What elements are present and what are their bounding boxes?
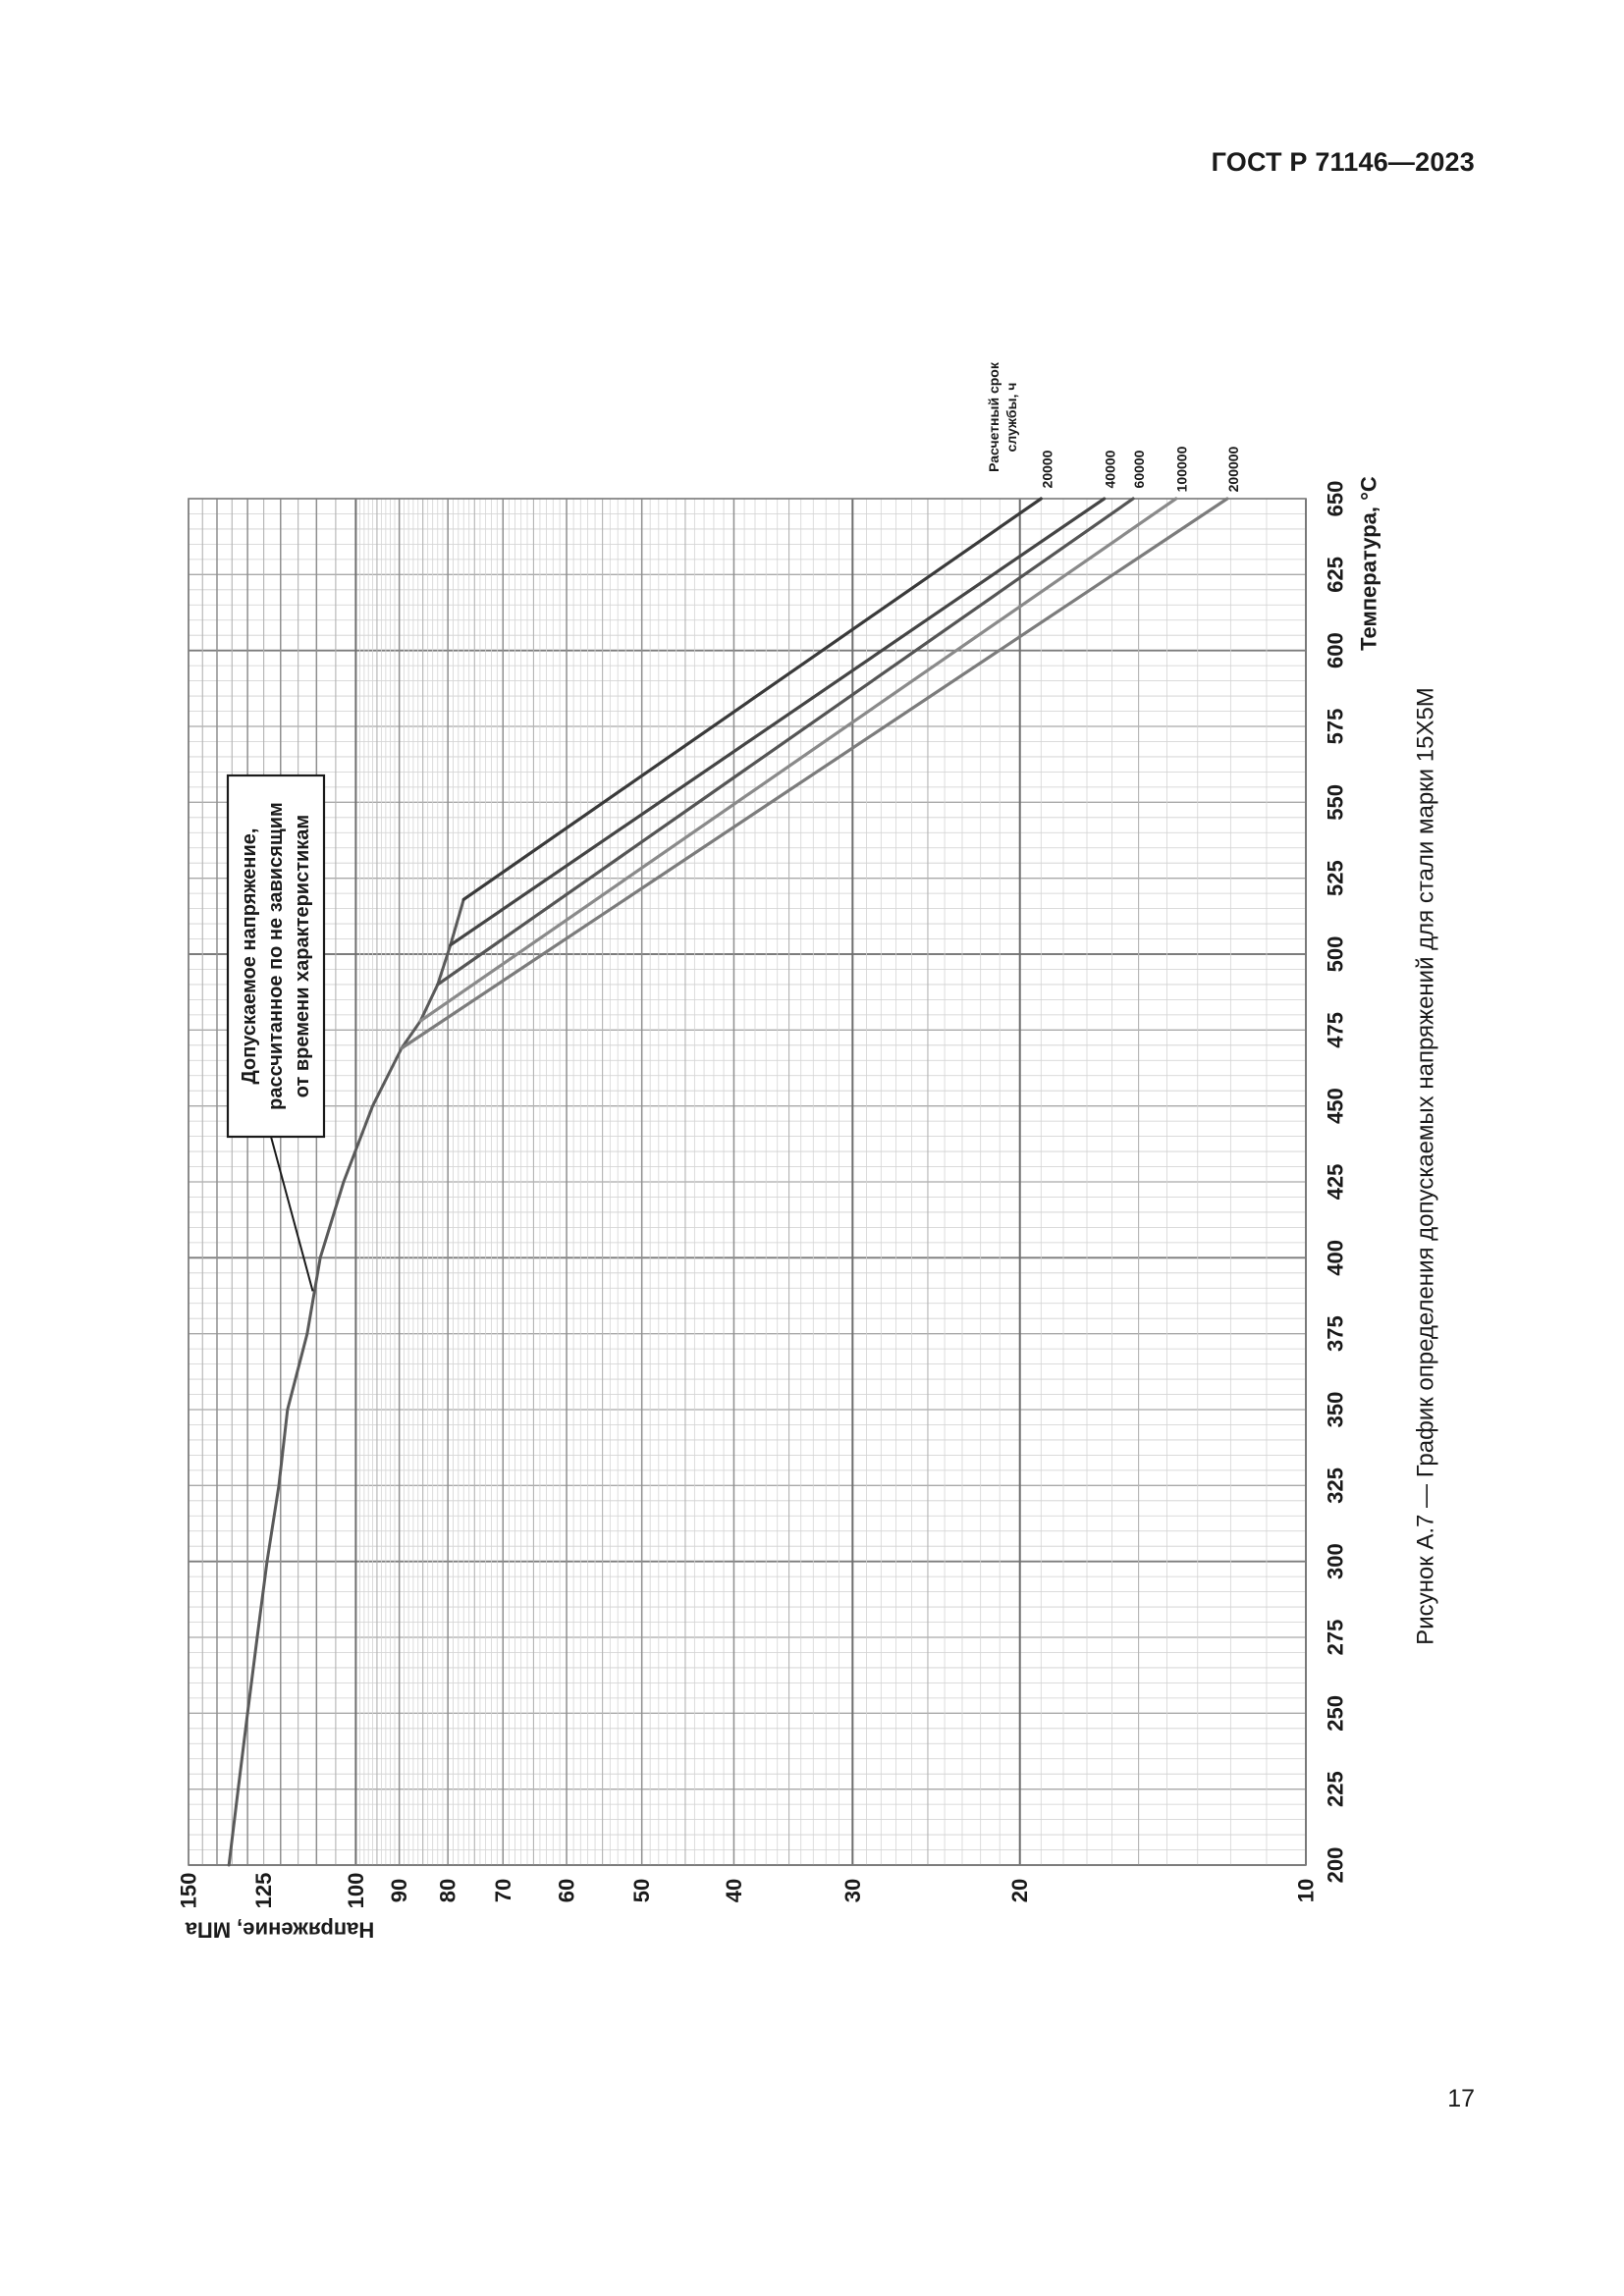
legend-entry: 100000 bbox=[1173, 446, 1190, 493]
figure-caption: Рисунок А.7 — График определения допускаемых напряжений для стали марки 15Х5М bbox=[1412, 687, 1439, 1645]
x-tick-label: 325 bbox=[1323, 1467, 1348, 1504]
x-tick-label: 475 bbox=[1323, 1011, 1348, 1048]
x-tick-label: 400 bbox=[1323, 1239, 1348, 1276]
x-tick-label: 350 bbox=[1323, 1391, 1348, 1428]
annotation-line: Допускаемое напряжение, bbox=[239, 828, 260, 1085]
x-tick-label: 575 bbox=[1323, 708, 1348, 745]
x-tick-label: 500 bbox=[1323, 935, 1348, 973]
chart-tick-labels bbox=[177, 481, 1348, 1909]
x-tick-label: 650 bbox=[1323, 480, 1348, 517]
y-tick-label: 90 bbox=[387, 1878, 412, 1903]
x-tick-label: 250 bbox=[1323, 1694, 1348, 1732]
legend-entry: 200000 bbox=[1224, 446, 1241, 493]
y-tick-label: 125 bbox=[251, 1872, 277, 1909]
x-tick-label: 375 bbox=[1323, 1315, 1348, 1353]
legend bbox=[986, 361, 1241, 492]
y-tick-label: 10 bbox=[1293, 1878, 1319, 1903]
x-tick-label: 450 bbox=[1323, 1088, 1348, 1125]
y-tick-label: 50 bbox=[629, 1878, 655, 1903]
legend-title: службы, ч bbox=[1003, 382, 1019, 453]
y-tick-label: 30 bbox=[839, 1878, 865, 1903]
annotation-line: от времени характеристикам bbox=[292, 814, 313, 1098]
document-code: ГОСТ Р 71146—2023 bbox=[1211, 147, 1475, 177]
x-tick-label: 200 bbox=[1323, 1846, 1348, 1884]
x-tick-label: 225 bbox=[1323, 1771, 1348, 1808]
annotation-box bbox=[228, 775, 324, 1291]
y-tick-label: 80 bbox=[435, 1878, 460, 1903]
series-line-200000 bbox=[402, 499, 1227, 1048]
legend-entry: 20000 bbox=[1039, 450, 1056, 489]
y-tick-label: 20 bbox=[1007, 1878, 1033, 1903]
y-tick-label: 70 bbox=[490, 1878, 515, 1903]
x-tick-label: 550 bbox=[1323, 783, 1348, 821]
series-line-20000 bbox=[463, 499, 1041, 899]
y-tick-label: 150 bbox=[176, 1872, 201, 1909]
page-number: 17 bbox=[1447, 2085, 1475, 2112]
y-axis-title: Напряжение, МПа bbox=[185, 1917, 375, 1943]
x-axis-title: Температура, °С bbox=[1356, 476, 1381, 651]
x-tick-label: 600 bbox=[1323, 632, 1348, 669]
y-tick-label: 40 bbox=[721, 1878, 746, 1903]
legend-entry: 60000 bbox=[1131, 450, 1148, 489]
x-tick-label: 625 bbox=[1323, 556, 1348, 593]
x-tick-label: 525 bbox=[1323, 860, 1348, 897]
legend-entry: 40000 bbox=[1102, 450, 1118, 489]
legend-title: Расчетный срок bbox=[986, 362, 1001, 472]
x-tick-label: 425 bbox=[1323, 1163, 1348, 1201]
x-tick-label: 275 bbox=[1323, 1619, 1348, 1656]
y-tick-label: 100 bbox=[343, 1872, 368, 1909]
y-tick-label: 60 bbox=[554, 1878, 579, 1903]
annotation-line: рассчитанное по не зависящим bbox=[265, 802, 287, 1110]
annotation-leader-line bbox=[271, 1137, 313, 1291]
x-tick-label: 300 bbox=[1323, 1543, 1348, 1580]
